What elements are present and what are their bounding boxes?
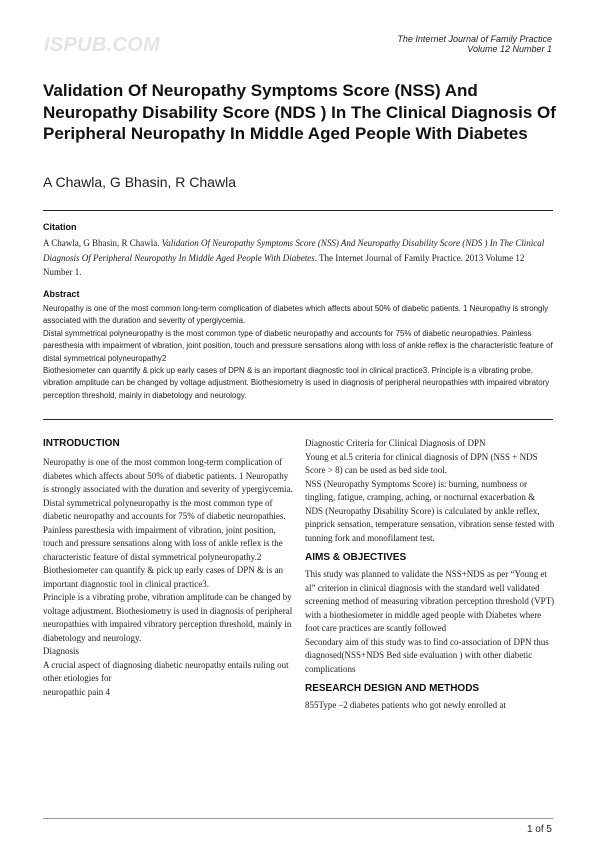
- body-paragraph: NSS (Neuropathy Symptoms Score) is: burning, numbness or tingling, fatigue, cramping, aching, or nocturnal exacerbation & NDS (Neuropathy Disability Score) is calculated by ankle reflex, pinprick sensation, temperature sensation, vibration sense tested with tunning fork and monofilament test.: [305, 478, 555, 543]
- article-authors: A Chawla, G Bhasin, R Chawla: [43, 174, 236, 190]
- divider-top: [43, 210, 553, 211]
- body-column-right: [305, 437, 555, 713]
- journal-volume: Volume 12 Number 1: [467, 44, 552, 54]
- article-title: Validation Of Neuropathy Symptoms Score (NSS) And Neuropathy Disability Score (NDS ) In The Clinical Diagnosis Of Peripheral Neuropathy In Middle Aged People With Diabetes: [43, 81, 556, 143]
- body-paragraph: Secondary aim of this study was to find co-association of DPN thus diagnosed(NSS+NDS Bed side evaluation ) with other diabetic complications: [305, 636, 549, 674]
- body-paragraph: Neuropathy is one of the most common long-term complication of diabetes which affects about 50% of diabetic patients. 1 Neuropathy is strongly associated with the duration and severity of ypergiycemia.: [43, 457, 293, 494]
- citation-article-title: Validation Of Neuropathy Symptoms Score (NSS) And Neuropathy Disability Score (NDS ) In The Clinical Diagnosis Of Peripheral Neuropathy In Middle Aged People With Diabetes: [43, 238, 545, 263]
- page-number: 1 of 5: [526, 824, 552, 835]
- body-column-left: [43, 437, 293, 699]
- footer-divider: [43, 818, 553, 819]
- site-logo[interactable]: ISPUB.COM: [44, 34, 161, 56]
- methods-heading: RESEARCH DESIGN AND METHODS: [305, 683, 480, 694]
- body-paragraph: Diagnosis: [43, 646, 79, 656]
- abstract-paragraph: Biothesiometer can quantify & pick up early cases of DPN & is an important diagnostic tool in clinical practice3. Principle is a vibrating probe, vibration amplitude can be changed by voltage adjustment. Biothesiometry is used in diagnosis of peripheral neuropathies with impaired vibratory perception threshold, mainly in diabetology and neurology.: [43, 366, 550, 400]
- journal-name: The Internet Journal of Family Practice: [397, 34, 552, 44]
- introduction-heading: INTRODUCTION: [43, 438, 120, 449]
- body-paragraph: 855Type –2 diabetes patients who got newly enrolled at: [305, 700, 506, 710]
- citation-authors: A Chawla, G Bhasin, R Chawla.: [43, 238, 160, 248]
- body-paragraph: neuropathic pain 4: [43, 686, 110, 697]
- citation-source: . The Internet Journal of Family Practice. 2013 Volume 12 Number 1.: [43, 252, 525, 277]
- body-paragraph: A crucial aspect of diagnosing diabetic neuropathy entails ruling out other etiologies for: [43, 659, 289, 683]
- citation-heading: Citation: [43, 222, 77, 232]
- aims-heading: AIMS & OBJECTIVES: [305, 552, 407, 563]
- abstract-paragraph: Neuropathy is one of the most common long-term complication of diabetes which affects about 50% of diabetic patients. 1 Neuropathy is strongly associated with the duration and severity of ypergiycemia.: [43, 304, 549, 326]
- body-paragraph: Biothesiometer can quantify & pick up early cases of DPN & is an important diagnostic tool in clinical practice3.: [43, 565, 283, 589]
- citation-text: [43, 236, 553, 280]
- body-paragraph: This study was planned to validate the NSS+NDS as per “Young et al” criterion in clinical diagnosis with the standard well validated screening method of measuring vibration perception threshold (VPT) with a biothesiometer in middle aged people with Diabetes where foot care practices are scantly followed: [305, 569, 555, 633]
- body-paragraph: Distal symmetrical polyneuropathy is the most common type of diabetic neuropathy and accounts for 75% of diabetic neuropathies. Painless paresthesia with impairment of vibration, joint position, touch and pressure sensations along with loss of ankle reflex is the characteristic feature of distal symmetrical polyneuropathy.2: [43, 497, 286, 562]
- abstract-paragraph: Distal symmetrical polyneuropathy is the most common type of diabetic neuropathy and accounts for 75% of diabetic neuropathies. Painless paresthesia with impairment of vibration, joint position, touch and pressure sensations along with loss of ankle reflex is the characteristic feature of distal symmetrical polyneuropathy2: [43, 328, 553, 363]
- abstract-text: [43, 303, 555, 402]
- abstract-heading: Abstract: [43, 289, 80, 299]
- journal-info: [397, 34, 552, 54]
- body-paragraph: Diagnostic Criteria for Clinical Diagnosis of DPN: [305, 438, 486, 448]
- body-paragraph: Young et al.5 criteria for clinical diagnosis of DPN (NSS + NDS Score > 8) can be used as bed side tool.: [305, 451, 538, 475]
- body-paragraph: Principle is a vibrating probe, vibration amplitude can be changed by voltage adjustment. Biothesiometry is used in diagnosis of peripheral neuropathies with impaired vibratory perception threshold, mainly in diabetology and neurology.: [43, 592, 293, 643]
- divider-body: [43, 419, 553, 420]
